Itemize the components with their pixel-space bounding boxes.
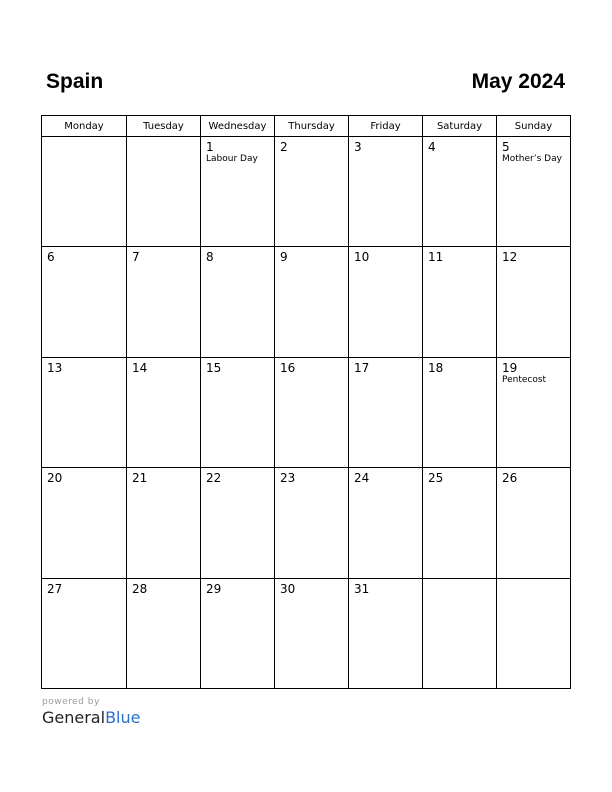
weekday-header-row [42, 116, 570, 137]
weekday-sunday: Sunday [514, 121, 553, 132]
day-cell-thursday[interactable] [275, 579, 349, 688]
day-number: 16 [280, 361, 296, 375]
day-cell-saturday[interactable] [423, 358, 497, 467]
day-cell-monday[interactable] [42, 137, 127, 246]
day-cell-friday[interactable] [349, 468, 423, 578]
day-number: 30 [280, 582, 296, 596]
weekday-tuesday: Tuesday [127, 116, 201, 136]
week-row [42, 247, 570, 358]
day-number: 8 [206, 250, 214, 264]
day-number: 1 [206, 140, 214, 154]
calendar-grid [41, 115, 571, 689]
day-cell-sunday[interactable] [497, 358, 570, 467]
week-row [42, 468, 570, 579]
day-cell-friday[interactable] [349, 358, 423, 467]
brand-blue: Blue [105, 708, 141, 727]
week-row [42, 358, 570, 468]
holiday-label: Labour Day [206, 154, 258, 164]
day-cell-tuesday[interactable] [127, 468, 201, 578]
day-number: 22 [206, 471, 222, 485]
day-number: 28 [132, 582, 148, 596]
day-number: 18 [428, 361, 444, 375]
day-cell-friday[interactable] [349, 137, 423, 246]
day-number: 27 [47, 582, 63, 596]
day-cell-monday[interactable] [42, 247, 127, 357]
day-cell-thursday[interactable] [275, 358, 349, 467]
footer [42, 697, 140, 727]
day-number: 21 [132, 471, 148, 485]
day-cell-tuesday[interactable] [127, 137, 201, 246]
weekday-saturday: Saturday [423, 116, 497, 136]
day-number: 15 [206, 361, 222, 375]
day-cell-saturday[interactable] [423, 137, 497, 246]
day-cell-monday[interactable] [42, 358, 127, 467]
day-number: 3 [354, 140, 362, 154]
day-number: 13 [47, 361, 63, 375]
powered-by-label: powered by [42, 697, 100, 707]
day-number: 17 [354, 361, 370, 375]
day-cell-monday[interactable] [42, 579, 127, 688]
day-number: 26 [502, 471, 518, 485]
holiday-label: Pentecost [502, 375, 547, 385]
month-year-title: May 2024 [471, 70, 565, 93]
weekday-friday: Friday [349, 116, 423, 136]
holiday-label: Mother’s Day [502, 154, 562, 164]
day-cell-tuesday[interactable] [127, 247, 201, 357]
day-cell-wednesday[interactable] [201, 468, 275, 578]
day-number: 25 [428, 471, 444, 485]
day-number: 2 [280, 140, 288, 154]
day-cell-sunday[interactable] [497, 468, 570, 578]
weekday-wednesday: Wednesday [201, 116, 275, 136]
day-cell-saturday[interactable] [423, 579, 497, 688]
day-number: 29 [206, 582, 222, 596]
day-number: 9 [280, 250, 288, 264]
weekday-monday: Monday [42, 116, 127, 136]
day-cell-thursday[interactable] [275, 137, 349, 246]
generalblue-logo[interactable] [42, 708, 140, 727]
day-cell-friday[interactable] [349, 247, 423, 357]
day-number: 20 [47, 471, 63, 485]
day-cell-wednesday[interactable] [201, 247, 275, 357]
day-cell-wednesday[interactable] [201, 358, 275, 467]
day-cell-tuesday[interactable] [127, 579, 201, 688]
week-row [42, 137, 570, 247]
day-number: 31 [354, 582, 370, 596]
day-cell-saturday[interactable] [423, 247, 497, 357]
day-number: 6 [47, 250, 55, 264]
day-number: 23 [280, 471, 296, 485]
day-cell-saturday[interactable] [423, 468, 497, 578]
day-number: 5 [502, 140, 510, 154]
day-number: 7 [132, 250, 140, 264]
country-title: Spain [46, 70, 104, 93]
day-cell-friday[interactable] [349, 579, 423, 688]
brand-general: General [42, 708, 106, 727]
day-number: 11 [428, 250, 444, 264]
day-number: 19 [502, 361, 518, 375]
day-cell-wednesday[interactable] [201, 137, 275, 246]
day-cell-sunday[interactable] [497, 137, 570, 246]
day-cell-thursday[interactable] [275, 247, 349, 357]
day-cell-sunday[interactable] [497, 247, 570, 357]
day-number: 10 [354, 250, 370, 264]
day-number: 4 [428, 140, 436, 154]
day-cell-sunday[interactable] [497, 579, 570, 688]
weekday-thursday: Thursday [275, 116, 349, 136]
day-number: 24 [354, 471, 370, 485]
day-number: 12 [502, 250, 518, 264]
week-row [42, 579, 570, 688]
day-cell-monday[interactable] [42, 468, 127, 578]
day-number: 14 [132, 361, 148, 375]
day-cell-thursday[interactable] [275, 468, 349, 578]
day-cell-tuesday[interactable] [127, 358, 201, 467]
day-cell-wednesday[interactable] [201, 579, 275, 688]
